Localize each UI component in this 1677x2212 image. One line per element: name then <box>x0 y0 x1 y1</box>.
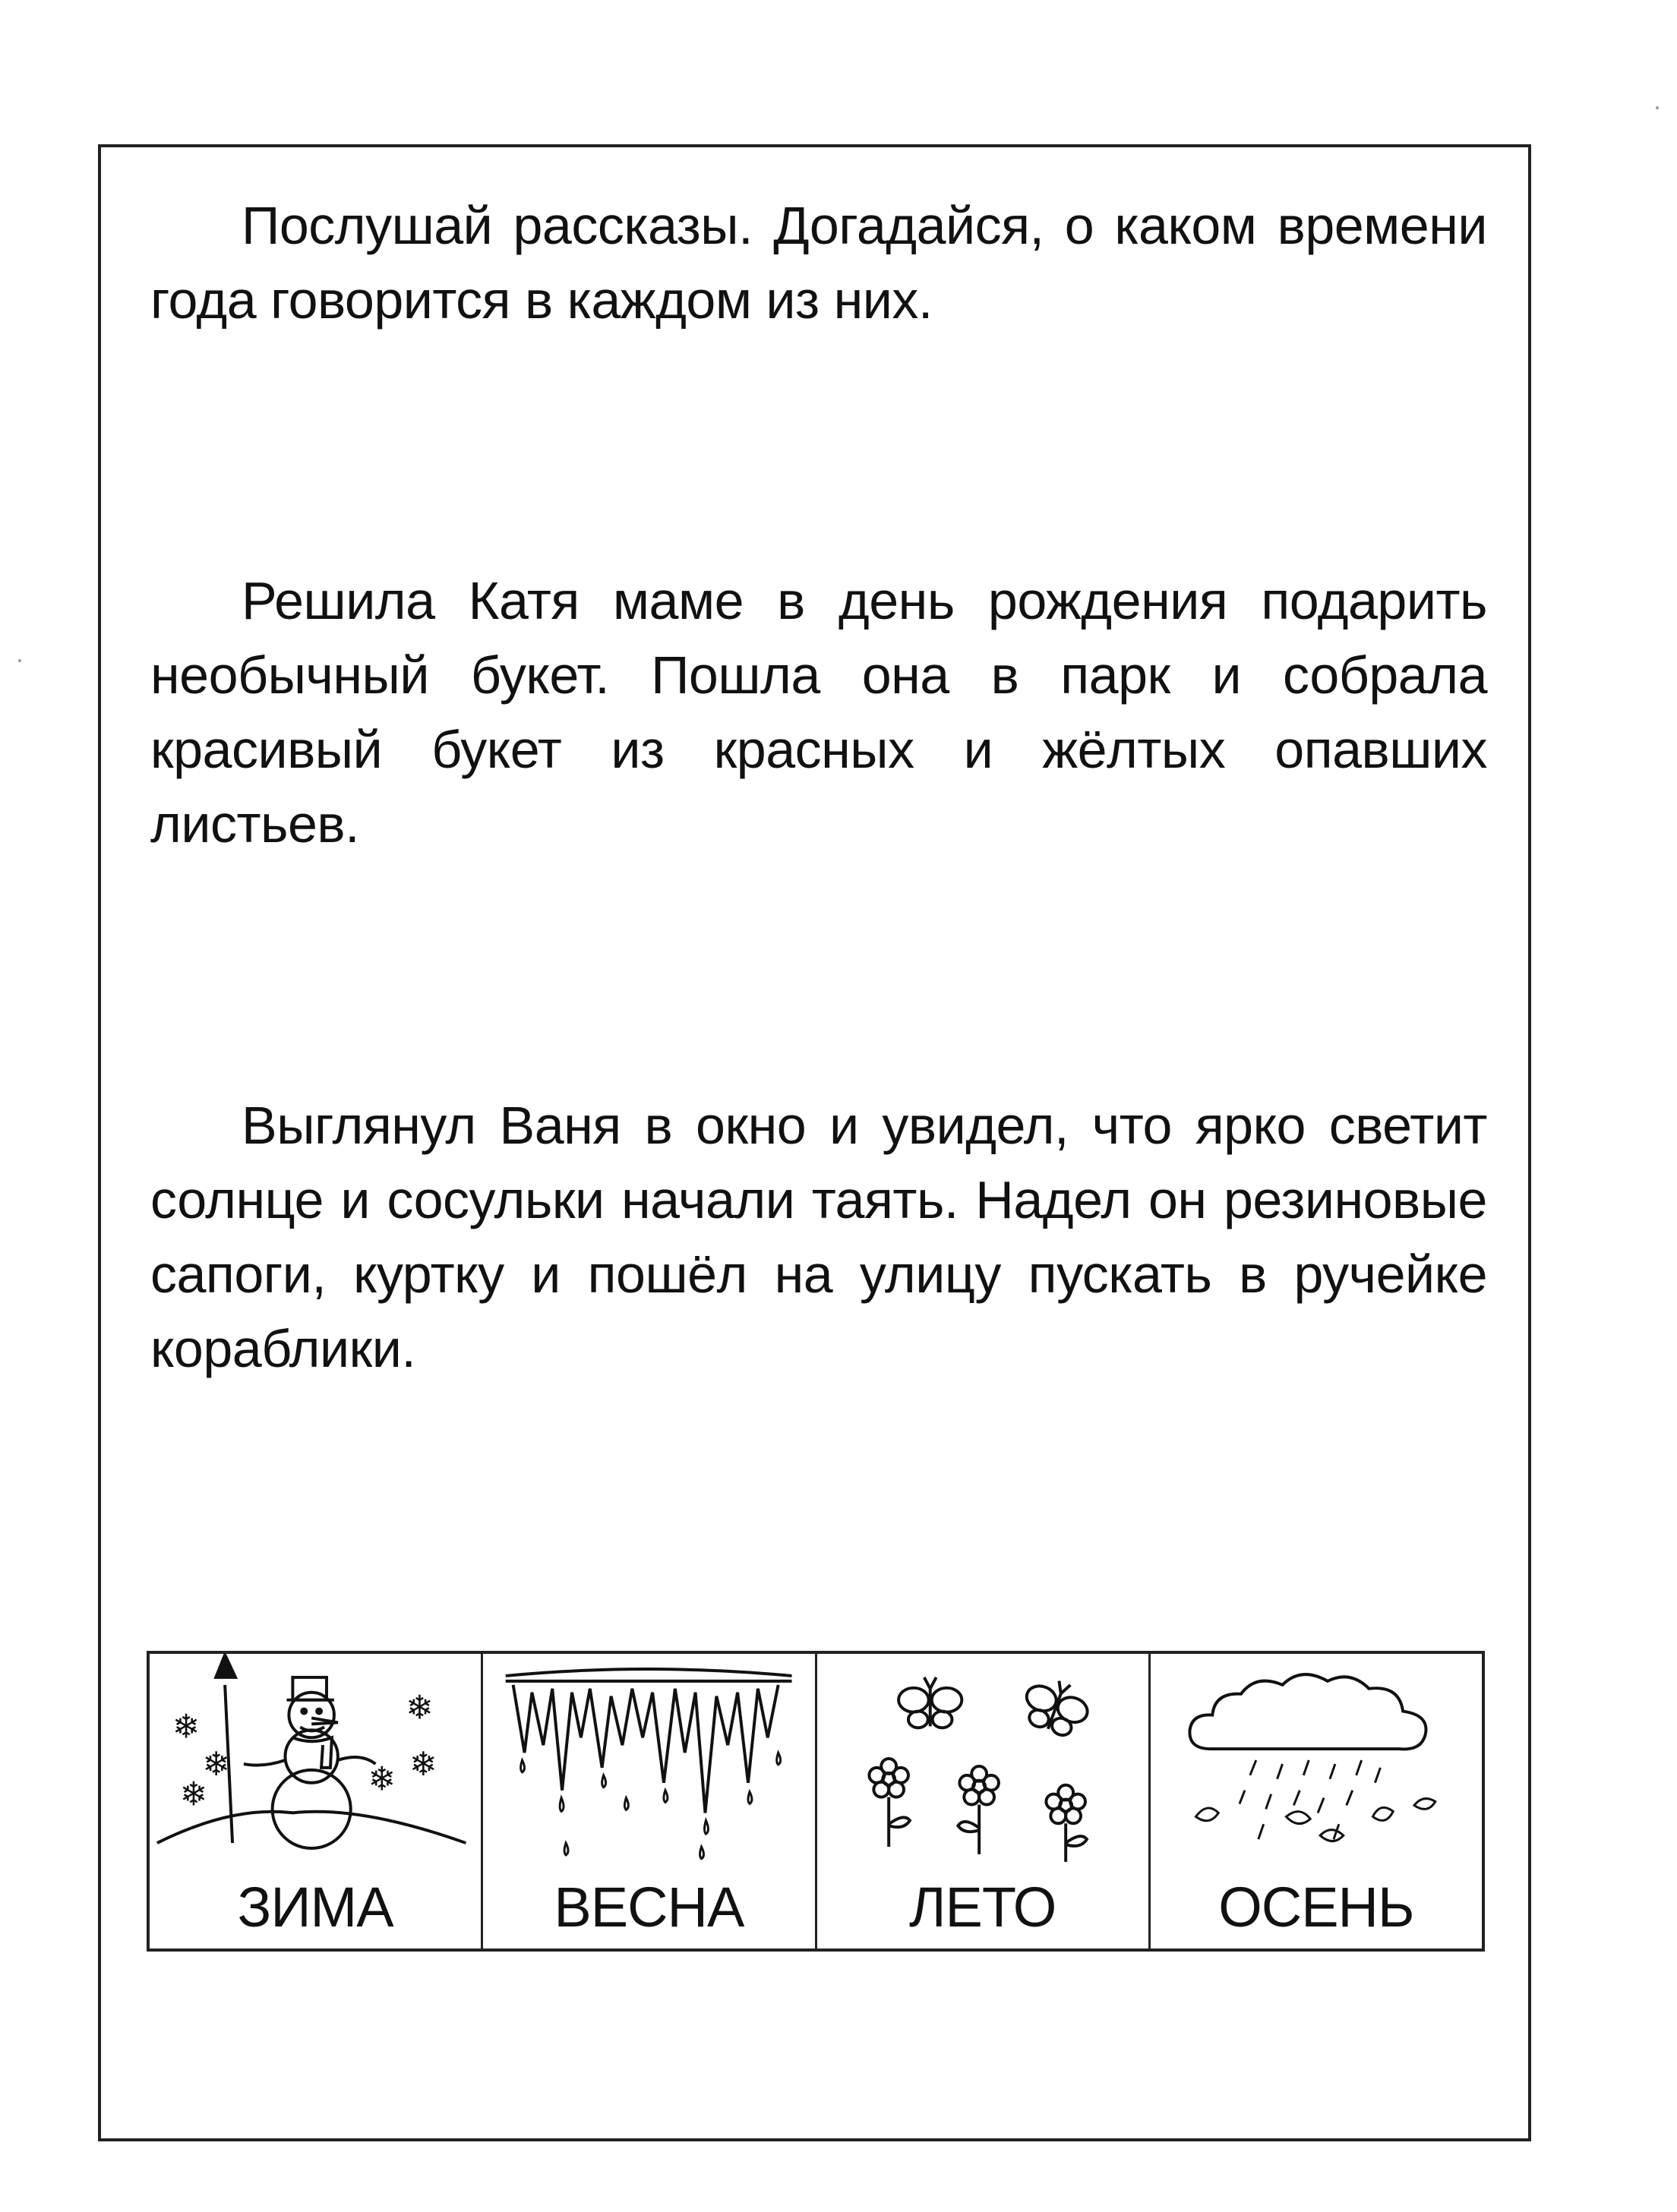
rain-cloud-leaves-icon <box>1151 1654 1482 1866</box>
snowman-icon <box>150 1654 481 1866</box>
svg-text:❄: ❄ <box>179 1775 208 1814</box>
svg-text:❄: ❄ <box>409 1745 437 1784</box>
icicles-icon <box>483 1654 814 1866</box>
season-card-spring[interactable] <box>483 1654 816 1949</box>
season-label-winter: ЗИМА <box>237 1876 393 1939</box>
svg-text:❄: ❄ <box>368 1760 396 1799</box>
season-label-autumn: ОСЕНЬ <box>1218 1876 1414 1939</box>
scan-speck <box>18 659 21 662</box>
story-autumn-text: Решила Катя маме в день рождения подарить необычный букет. Пошла она в парк и собрала красивый букет из красных и жёлтых опавших листьев. <box>150 571 1487 854</box>
season-label-summer: ЛЕТО <box>908 1876 1056 1939</box>
svg-text:❄: ❄ <box>406 1689 434 1728</box>
season-card-autumn[interactable] <box>1151 1654 1482 1949</box>
scan-speck <box>1656 106 1659 109</box>
season-card-winter[interactable] <box>150 1654 483 1949</box>
season-card-summer[interactable] <box>817 1654 1151 1949</box>
story-spring-text: Выглянул Ваня в окно и увидел, что ярко светит солнце и сосульки начали таять. Надел он резиновые сапоги, куртку и пошёл на улицу пускать в ручейке кораблики. <box>150 1096 1487 1378</box>
season-label-spring: ВЕСНА <box>554 1876 744 1939</box>
svg-text:❄: ❄ <box>202 1745 230 1784</box>
flowers-butterflies-icon <box>817 1654 1148 1866</box>
instruction-text: Послушай рассказы. Догадайся, о каком времени года говорится в каждом из них. <box>150 196 1487 330</box>
svg-text:❄: ❄ <box>172 1708 201 1747</box>
seasons-answer-strip <box>147 1651 1485 1952</box>
